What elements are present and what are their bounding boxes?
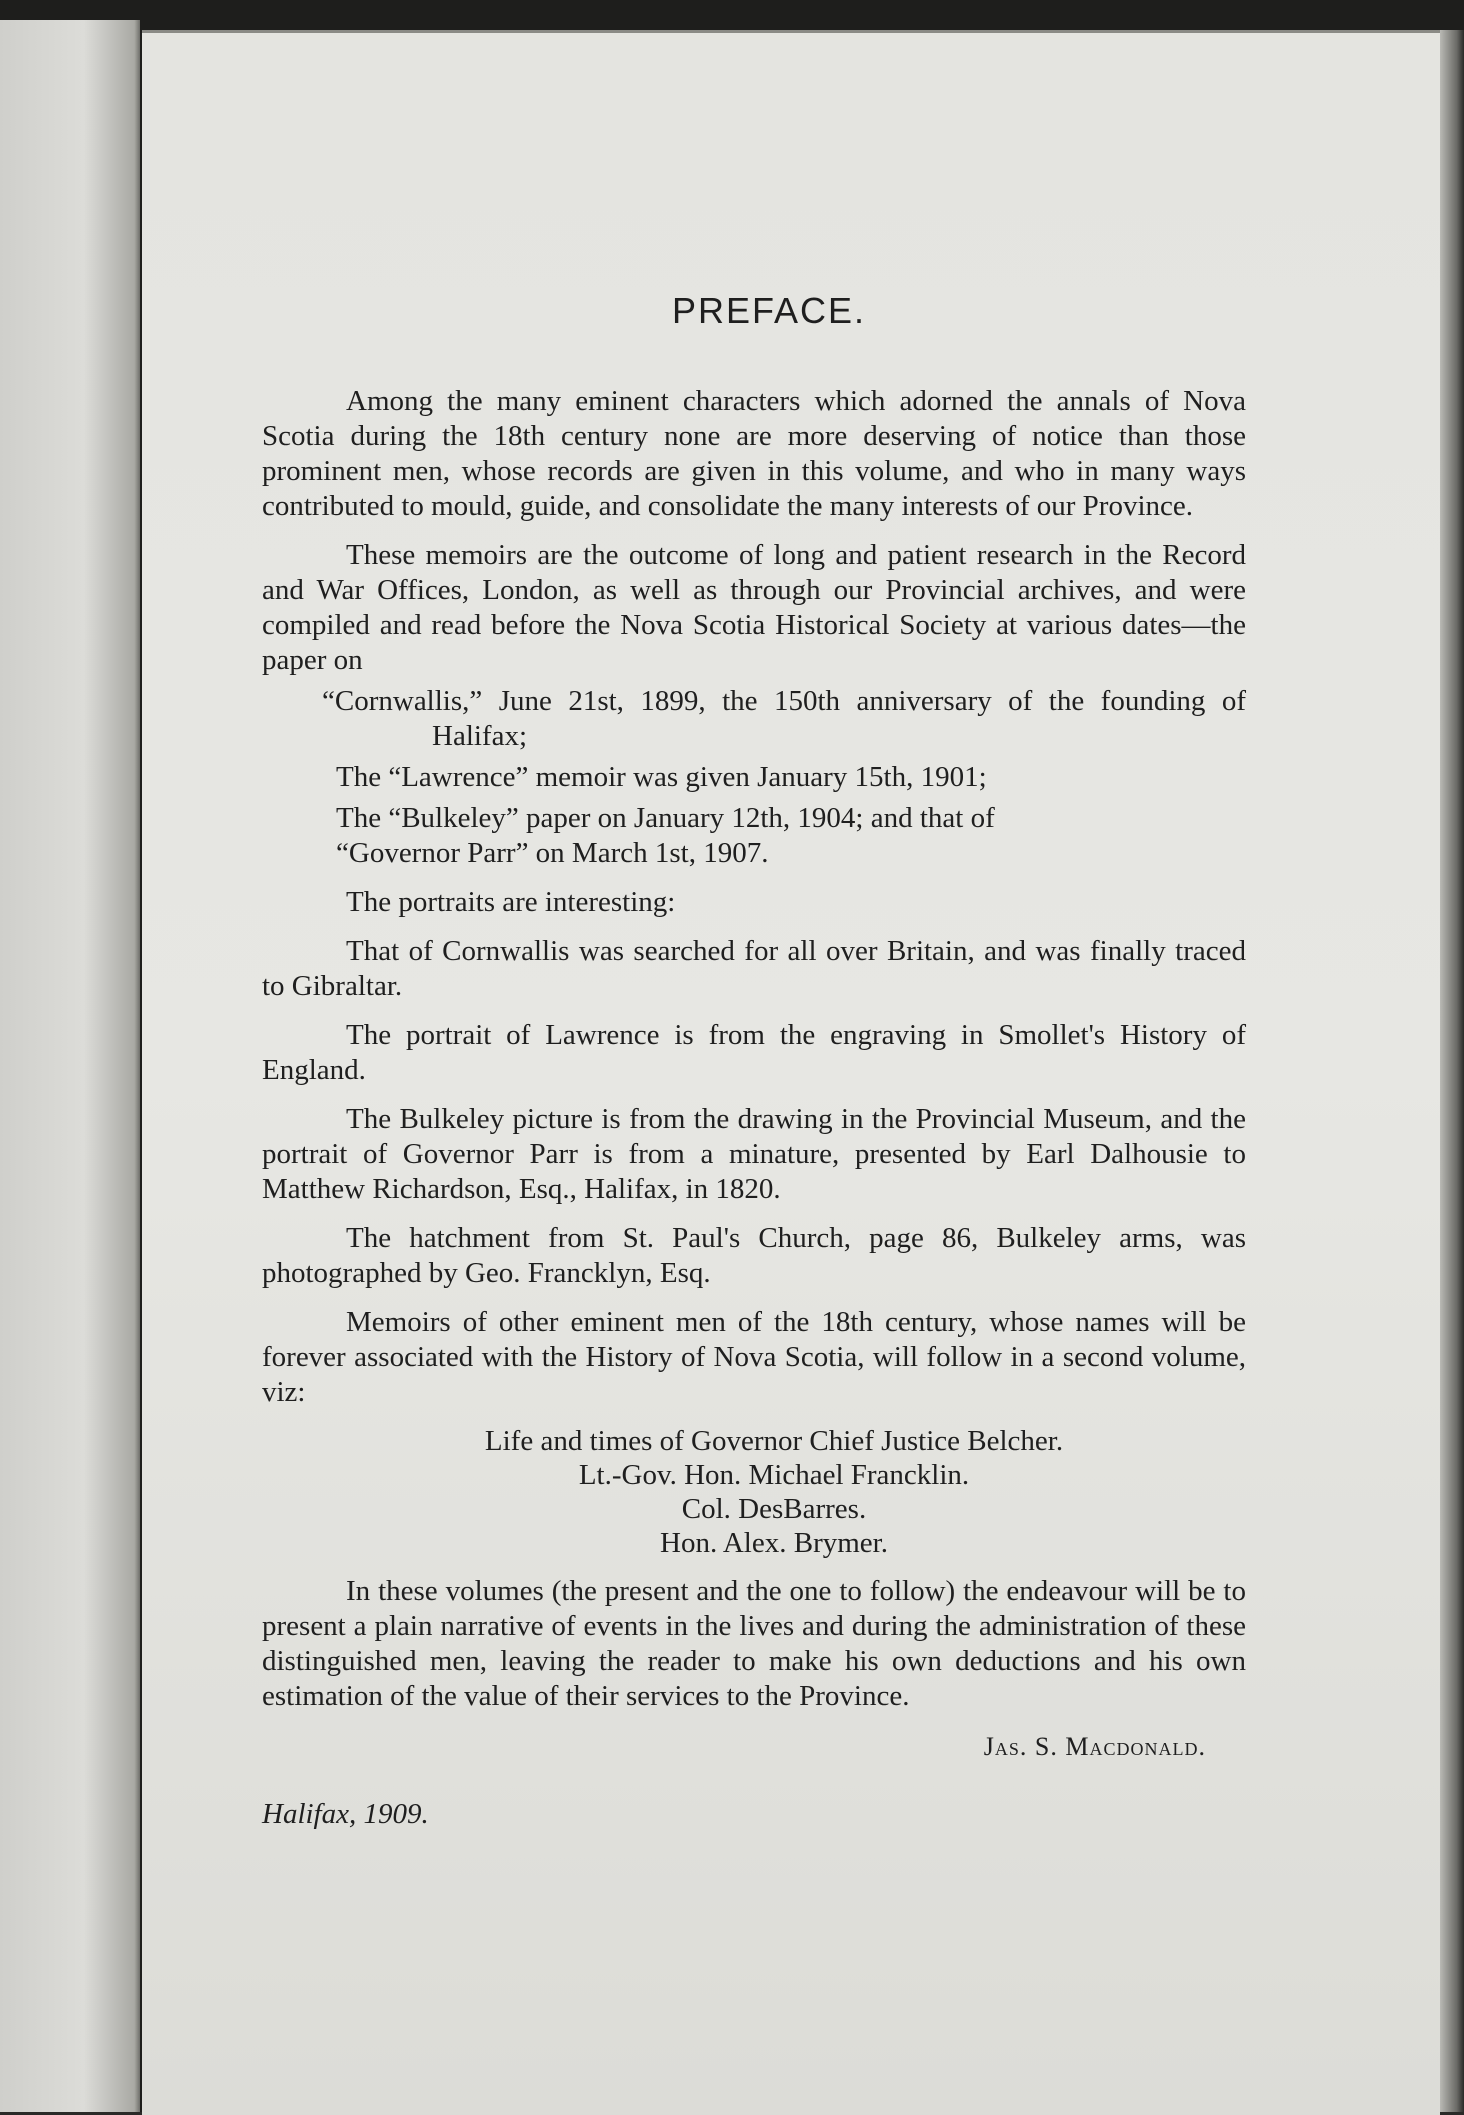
- list-item: Col. DesBarres.: [681, 1493, 867, 1525]
- paragraph-closing: In these volumes (the present and the one to follow) the endeavour will be to present a plain narrative of events in the lives and during the administration of these distinguished men, leaving the reader to make his own deductions and his own estimation of the value of their services to the Province.: [262, 1575, 1246, 1712]
- paragraph-portraits-intro: The portraits are interesting:: [346, 886, 676, 918]
- facing-page-edge: [0, 20, 140, 2112]
- paragraph-bulkeley-date: The “Bulkeley” paper on January 12th, 1904; and that of: [336, 802, 995, 834]
- list-item: Lt.-Gov. Hon. Michael Francklin.: [578, 1459, 970, 1491]
- list-item: Life and times of Governor Chief Justice Belcher.: [484, 1425, 1064, 1457]
- paragraph-cornwallis-portrait: That of Cornwallis was searched for all over Britain, and was finally traced to Gibraltar.: [262, 935, 1246, 1002]
- paragraph-cornwallis-date: “Cornwallis,” June 21st, 1899, the 150th anniversary of the founding of Halifax;: [322, 685, 1246, 752]
- paragraph-lawrence-portrait: The portrait of Lawrence is from the engraving in Smollet's History of England.: [262, 1019, 1246, 1086]
- paragraph-second-volume: Memoirs of other eminent men of the 18th century, whose names will be forever associated with the History of Nova Scotia, will follow in a second volume, viz:: [262, 1306, 1246, 1408]
- paragraph-bulkeley-parr-portraits: The Bulkeley picture is from the drawing in the Provincial Museum, and the portrait of Governor Parr is from a minature, presented by Earl Dalhousie to Matthew Richardson, Esq., Halifax, in 1820.: [262, 1103, 1246, 1205]
- place-date-line: Halifax, 1909.: [262, 1798, 429, 1830]
- preface-content: [262, 290, 1246, 1831]
- paragraph-intro: Among the many eminent characters which adorned the annals of Nova Scotia during the 18th century none are more deserving of notice than those prominent men, whose records are given in this volume, and who in many ways contributed to mould, guide, and consolidate the many interests of our Province.: [262, 385, 1246, 522]
- future-memoirs-list: [262, 1424, 1246, 1560]
- paragraph-parr-date: “Governor Parr” on March 1st, 1907.: [336, 837, 769, 869]
- author-signature: Jas. S. Macdonald.: [983, 1732, 1206, 1761]
- paragraph-hatchment: The hatchment from St. Paul's Church, page 86, Bulkeley arms, was photographed by Geo. Francklyn, Esq.: [262, 1222, 1246, 1289]
- page-right-edge: [1440, 30, 1464, 2112]
- page-title: PREFACE.: [671, 290, 867, 331]
- paragraph-lawrence-date: The “Lawrence” memoir was given January 15th, 1901;: [336, 761, 987, 793]
- list-item: Hon. Alex. Brymer.: [660, 1527, 888, 1559]
- paragraph-research: These memoirs are the outcome of long and patient research in the Record and War Offices, London, as well as through our Provincial archives, and were compiled and read before the Nova Scotia Historical Society at various dates—the paper on: [262, 539, 1246, 676]
